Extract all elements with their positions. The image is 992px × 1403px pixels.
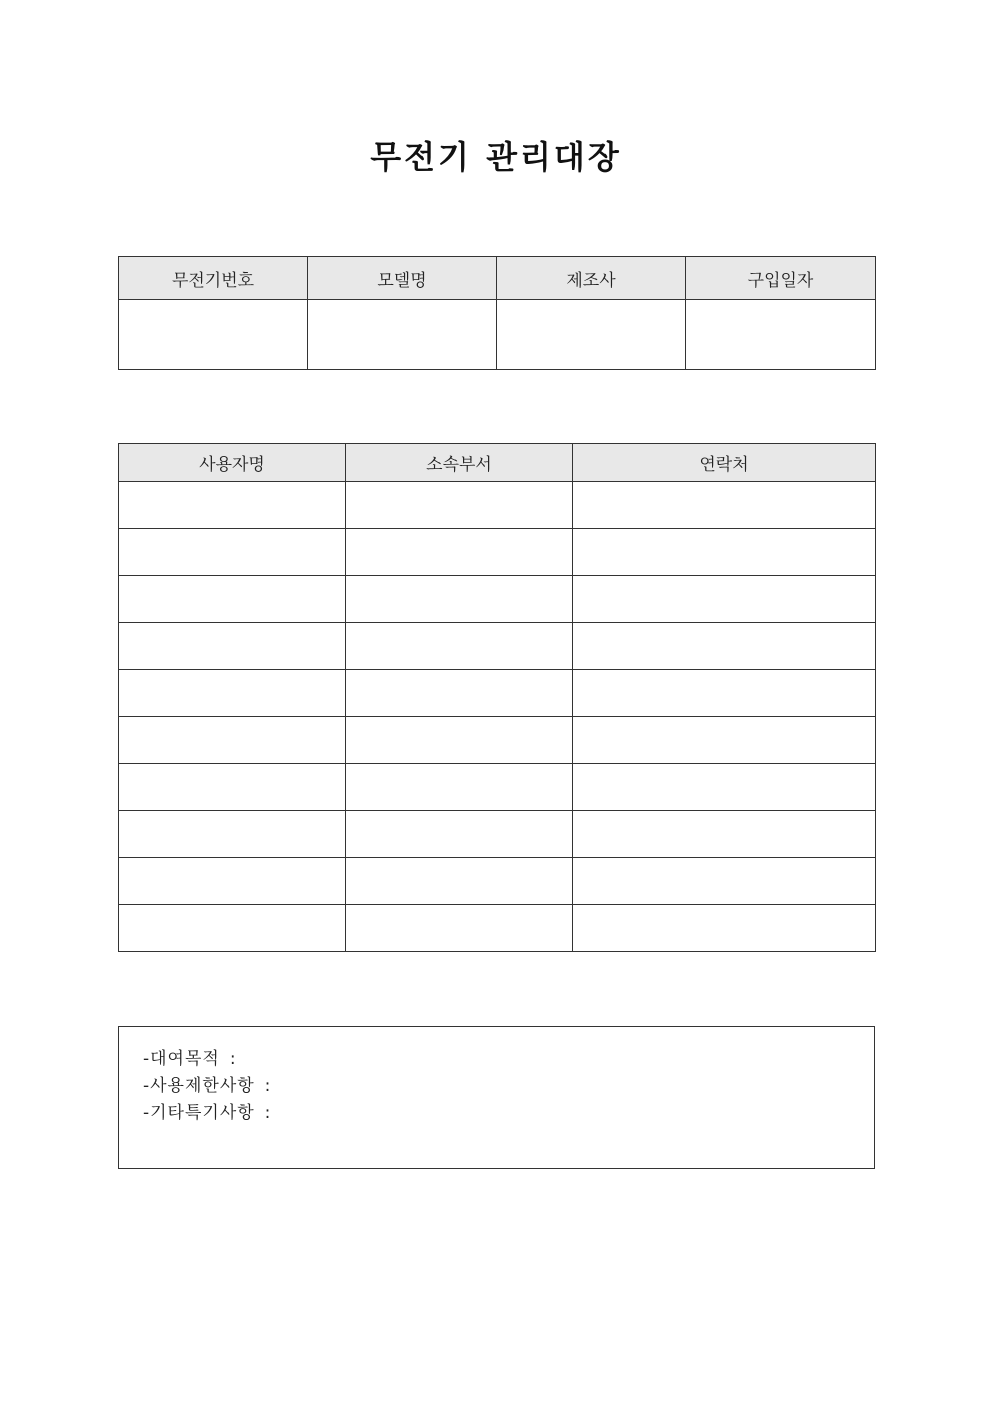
department-cell[interactable] [346, 576, 573, 623]
device-info-table [118, 256, 876, 370]
table-row [119, 482, 876, 529]
note-usage-restrictions [143, 1073, 874, 1100]
department-cell[interactable] [346, 764, 573, 811]
user-name-cell[interactable] [119, 576, 346, 623]
contact-cell[interactable] [573, 811, 876, 858]
department-cell[interactable] [346, 811, 573, 858]
contact-cell[interactable] [573, 529, 876, 576]
department-cell[interactable] [346, 623, 573, 670]
department-cell[interactable] [346, 482, 573, 529]
contact-cell[interactable] [573, 764, 876, 811]
contact-cell[interactable] [573, 905, 876, 952]
model-name-cell[interactable] [308, 300, 497, 370]
table-row [119, 717, 876, 764]
header-contact: 연락처 [573, 444, 876, 482]
device-number-cell[interactable] [119, 300, 308, 370]
table-row [119, 905, 876, 952]
contact-cell[interactable] [573, 482, 876, 529]
table-row [119, 858, 876, 905]
department-cell[interactable] [346, 905, 573, 952]
table-header-row [119, 257, 876, 300]
department-cell[interactable] [346, 717, 573, 764]
header-purchase-date: 구입일자 [686, 257, 876, 300]
department-cell[interactable] [346, 670, 573, 717]
user-name-cell[interactable] [119, 811, 346, 858]
contact-cell[interactable] [573, 670, 876, 717]
note-label: -기타특기사항 [143, 1103, 255, 1123]
department-cell[interactable] [346, 529, 573, 576]
table-header-row [119, 444, 876, 482]
contact-cell[interactable] [573, 576, 876, 623]
contact-cell[interactable] [573, 858, 876, 905]
table-row [119, 529, 876, 576]
note-rental-purpose [143, 1046, 874, 1073]
table-row [119, 811, 876, 858]
note-separator: : [229, 1049, 237, 1069]
table-row [119, 300, 876, 370]
header-device-number: 무전기번호 [119, 257, 308, 300]
note-label: -대여목적 [143, 1049, 220, 1069]
purchase-date-cell[interactable] [686, 300, 876, 370]
user-name-cell[interactable] [119, 764, 346, 811]
page-title: 무전기 관리대장 [370, 138, 622, 176]
user-info-table [118, 443, 876, 952]
user-name-cell[interactable] [119, 858, 346, 905]
contact-cell[interactable] [573, 623, 876, 670]
note-separator: : [264, 1076, 272, 1096]
header-user-name: 사용자명 [119, 444, 346, 482]
table-row [119, 764, 876, 811]
header-department: 소속부서 [346, 444, 573, 482]
header-manufacturer: 제조사 [497, 257, 686, 300]
table-row [119, 670, 876, 717]
user-name-cell[interactable] [119, 623, 346, 670]
contact-cell[interactable] [573, 717, 876, 764]
department-cell[interactable] [346, 858, 573, 905]
user-name-cell[interactable] [119, 670, 346, 717]
table-row [119, 576, 876, 623]
header-model-name: 모델명 [308, 257, 497, 300]
user-name-cell[interactable] [119, 717, 346, 764]
table-row [119, 623, 876, 670]
note-label: -사용제한사항 [143, 1076, 255, 1096]
manufacturer-cell[interactable] [497, 300, 686, 370]
user-name-cell[interactable] [119, 482, 346, 529]
user-name-cell[interactable] [119, 529, 346, 576]
notes-box [118, 1026, 875, 1169]
note-separator: : [264, 1103, 272, 1123]
user-name-cell[interactable] [119, 905, 346, 952]
note-other-remarks [143, 1100, 874, 1127]
notes-list [119, 1027, 874, 1127]
